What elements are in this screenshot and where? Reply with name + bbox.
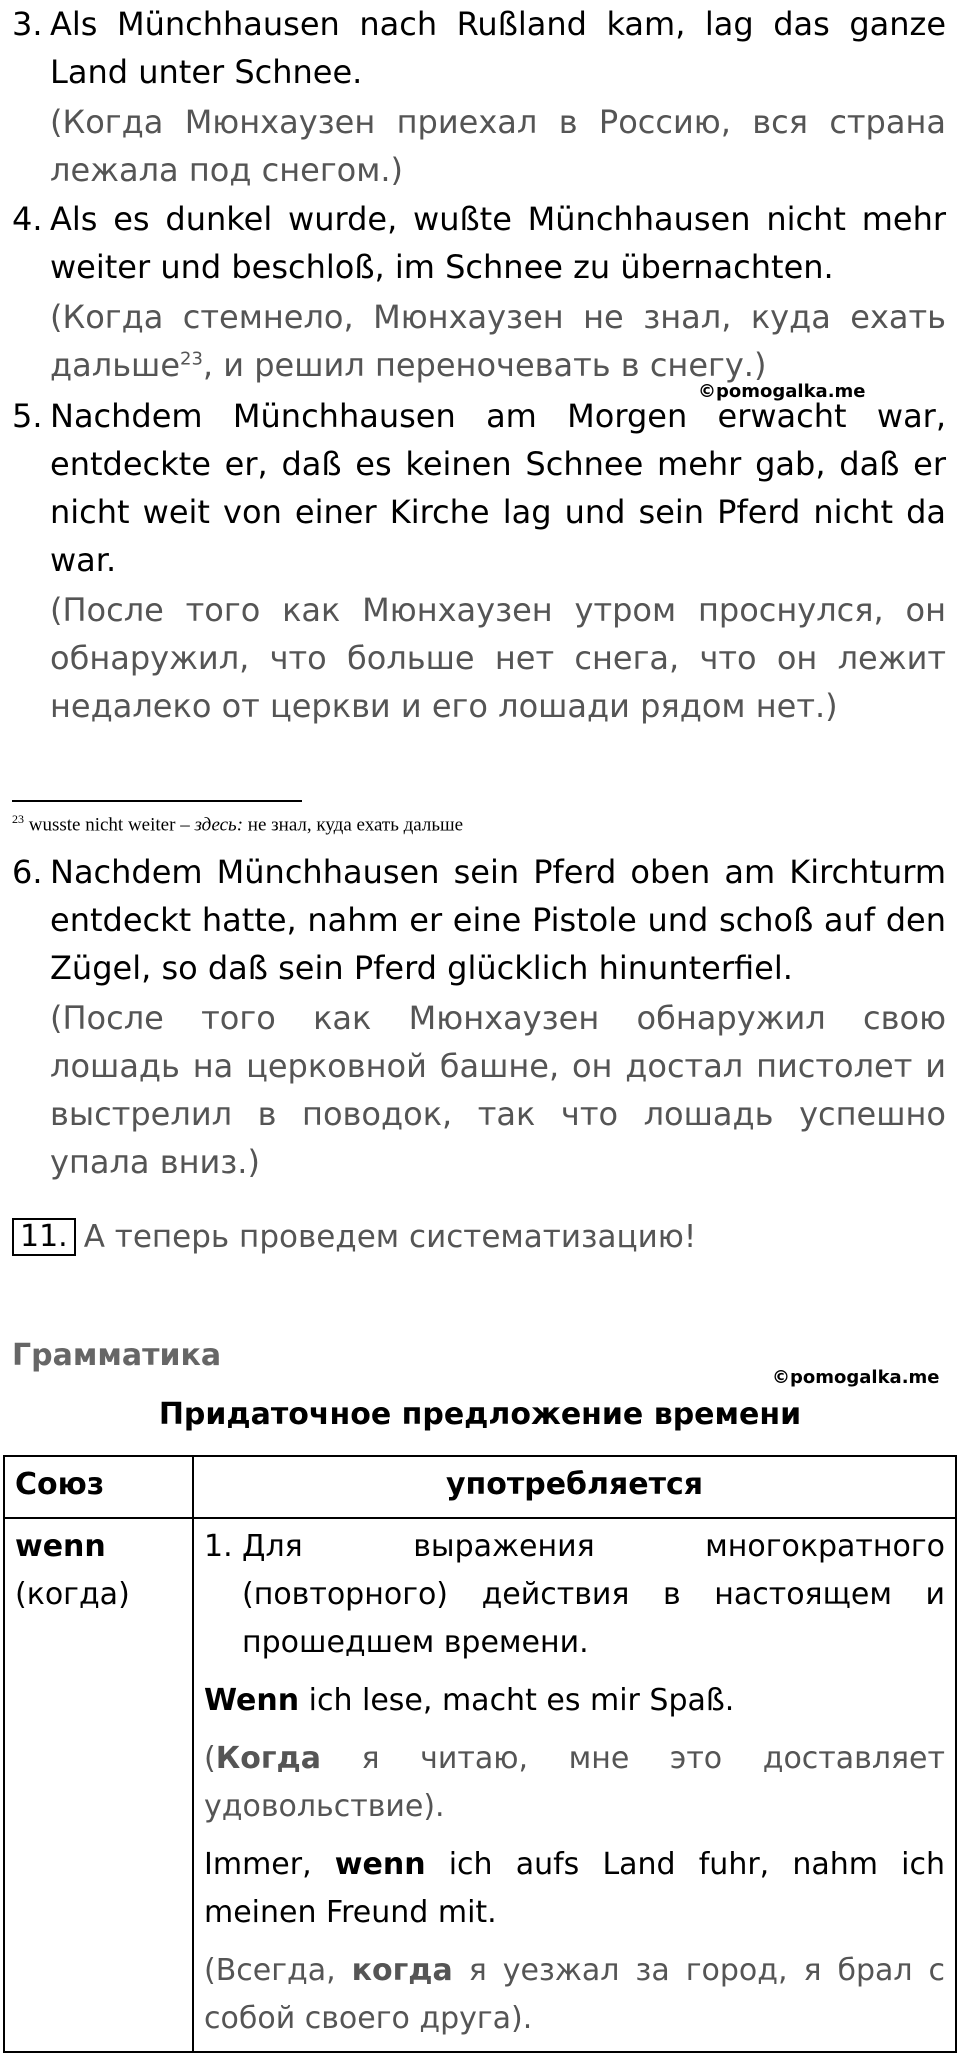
header-usage: употребляется [193,1456,956,1518]
footnote-divider [12,800,302,802]
section-title: Грамматика [12,1338,222,1373]
rule-number: 1. [204,1529,233,1564]
task-text: А теперь проведем систематизацию! [83,1219,697,1255]
example-text: я уезжал за город, я брал с собой своего друга). [204,1953,945,2036]
example-text: ich lese, macht es mir Spaß. [299,1683,735,1718]
example-keyword: Wenn [204,1683,300,1718]
example-ru-2 [204,1947,945,2043]
sentence-item-6 [12,848,946,1186]
grammar-table [3,1455,957,2053]
watermark: ©pomogalka.me [772,1367,940,1388]
conjunction-ru: (когда) [15,1577,130,1612]
header-conjunction: Союз [4,1456,193,1518]
example-ru-1 [204,1735,945,1831]
russian-translation: (После того как Мюнхаузен обнаружил свою лошадь на церковной башне, он достал пистолет и выстрелил в поводок, так что лошадь успешно упала вниз.) [50,999,946,1181]
footnote-reference: 23 [180,348,203,370]
german-sentence: Nachdem Münchhausen am Morgen erwacht war, entdeckte er, daß es keinen Schnee mehr gab, daß er nicht weit von einer Kirche lag und sein Pferd nicht da war. [50,397,946,579]
watermark: ©pomogalka.me [698,381,866,402]
footnote-term: wusste nicht weiter [28,814,176,836]
example-text: Immer, [204,1847,335,1882]
russian-translation: (Когда Мюнхаузен приехал в Россию, вся страна лежала под снегом.) [50,103,946,189]
example-text: (Всегда, [204,1953,352,1988]
example-text: я читаю, мне это доставляет удовольствие). [204,1741,945,1824]
translation-text: (Когда стемнело, Мюнхаузен не знал, куда ехать дальше [50,298,946,384]
german-sentence: Als es dunkel wurde, wußte Münchhausen nicht mehr weiter und beschloß, im Schnee zu übernachten. [50,200,946,286]
footnote-meaning: не знал, куда ехать дальше [243,814,464,836]
example-de-1 [204,1677,945,1725]
conjunction-de: wenn [15,1529,106,1564]
footnote [12,812,463,836]
sentence-item-5 [12,392,946,730]
rule-text: Для выражения многократного (повторного) действия в настоящем и прошедшем времени. [242,1529,945,1660]
sentence-item-4 [12,195,946,389]
footnote-dash: – [175,814,195,836]
german-sentence: Nachdem Münchhausen sein Pferd oben am Kirchturm entdeckt hatte, nahm er eine Pistole und schoß auf den Zügel, so daß sein Pferd glücklich hinunterfiel. [50,853,946,987]
example-text: ich aufs Land fuhr, nahm ich meinen Freund mit. [204,1847,945,1930]
example-de-2 [204,1841,945,1937]
example-text: ( [204,1741,216,1776]
item-number: 3. [12,5,43,43]
usage-cell [193,1518,956,2052]
item-number: 4. [12,200,43,238]
russian-translation [50,293,946,389]
example-keyword: Когда [215,1741,321,1776]
sentence-item-3 [12,0,946,194]
table-header-row [4,1456,956,1518]
item-number: 5. [12,397,43,435]
footnote-number: 23 [12,812,24,826]
example-keyword: когда [351,1953,453,1988]
task-number-box: 11. [12,1218,76,1256]
table-title: Придаточное предложение времени [158,1397,802,1432]
conjunction-cell [4,1518,193,2052]
usage-rule [204,1523,945,1667]
russian-translation: (После того как Мюнхаузен утром проснулся, он обнаружил, что больше нет снега, что он лежит недалеко от церкви и его лошади рядом нет.) [50,591,946,725]
german-sentence: Als Münchhausen nach Rußland kam, lag das ganze Land unter Schnee. [50,5,946,91]
item-number: 6. [12,853,43,891]
example-keyword: wenn [334,1847,426,1882]
table-row [4,1518,956,2052]
footnote-here: здесь: [194,814,244,836]
translation-text: , и решил переночевать в снегу.) [202,346,767,384]
task-heading [12,1218,696,1258]
